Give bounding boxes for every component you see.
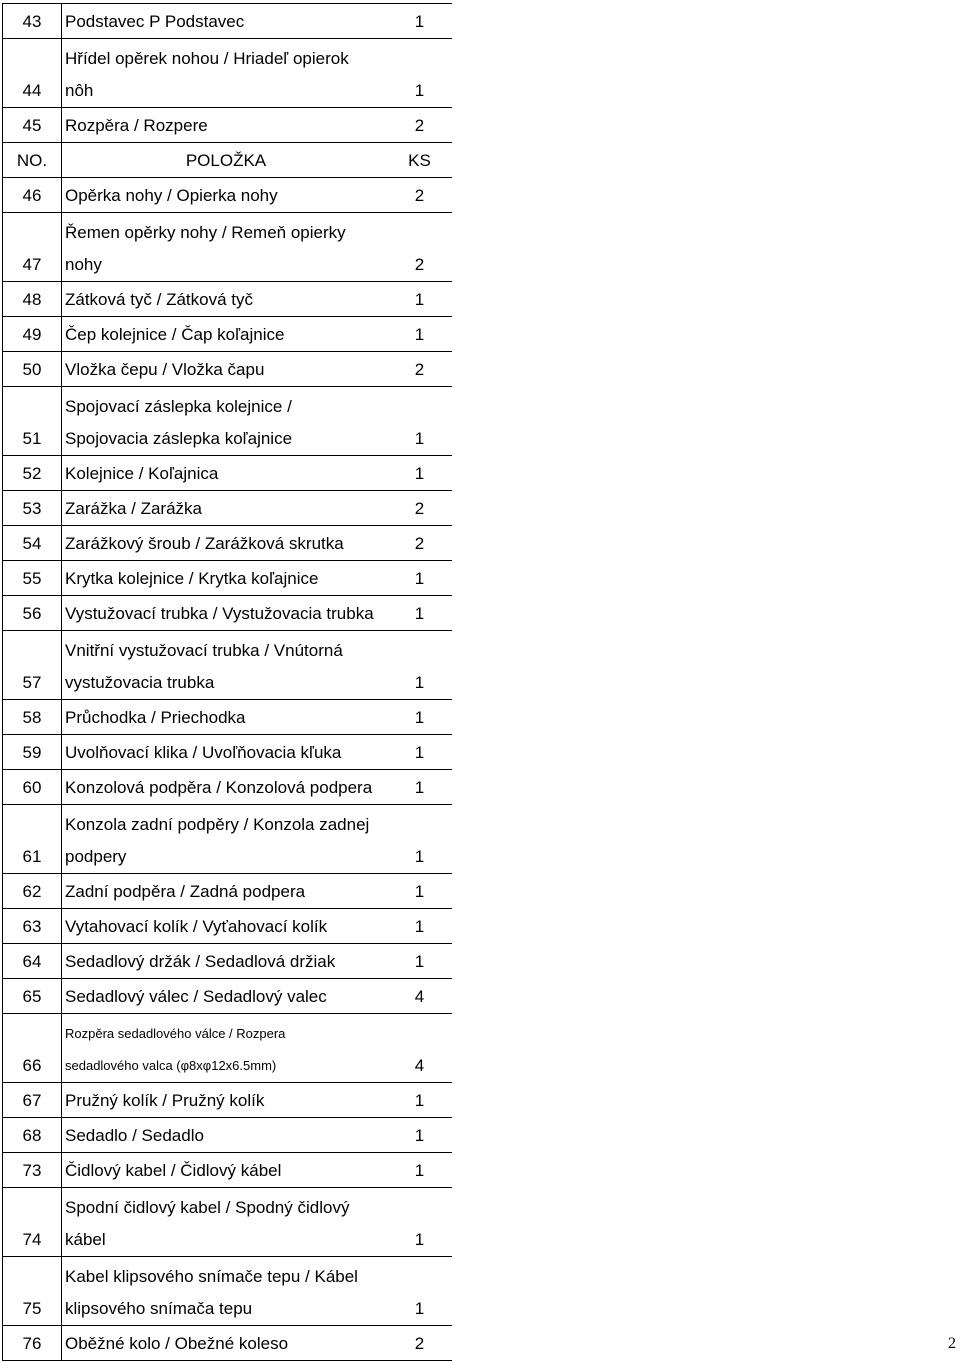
item-number: 57 <box>3 631 62 700</box>
item-quantity: 2 <box>414 360 425 379</box>
item-name <box>62 1153 388 1188</box>
item-name-line: Spodní čidlový kabel / Spodný čidlový <box>65 1198 350 1217</box>
item-name-line: Krytka kolejnice / Krytka koľajnice <box>65 569 319 588</box>
table-row <box>3 700 453 735</box>
item-quantity: 1 <box>414 708 425 727</box>
item-name <box>62 213 388 282</box>
item-number: 73 <box>3 1153 62 1188</box>
item-name-line: Kabel klipsového snímače tepu / Kábel <box>65 1267 358 1286</box>
item-name <box>62 1257 388 1326</box>
item-quantity: 4 <box>414 1056 425 1075</box>
item-name <box>62 735 388 770</box>
item-name-line: Uvolňovací klika / Uvoľňovacia kľuka <box>65 743 342 762</box>
item-name-line: Konzolová podpěra / Konzolová podpera <box>65 778 373 797</box>
item-name <box>62 944 388 979</box>
page-number: 2 <box>948 1335 956 1352</box>
item-name <box>62 456 388 491</box>
item-number: 62 <box>3 874 62 909</box>
item-quantity: 1 <box>414 569 425 588</box>
item-quantity: 1 <box>414 464 425 483</box>
item-quantity: 1 <box>414 429 425 448</box>
item-name-line: Zátková tyč / Zátková tyč <box>65 290 254 309</box>
item-name <box>62 108 388 143</box>
table-row <box>3 1153 453 1188</box>
item-quantity: 1 <box>414 1230 425 1249</box>
table-row <box>3 178 453 213</box>
table-row <box>3 456 453 491</box>
table-header-row <box>3 143 453 178</box>
item-number: 52 <box>3 456 62 491</box>
item-name <box>62 1118 388 1153</box>
item-name-line: Konzola zadní podpěry / Konzola zadnej <box>65 815 370 834</box>
item-number: 64 <box>3 944 62 979</box>
table-row <box>3 1257 453 1326</box>
table-row <box>3 491 453 526</box>
item-name-line: Pružný kolík / Pružný kolík <box>65 1091 265 1110</box>
item-name-line: Čidlový kabel / Čidlový kábel <box>65 1161 282 1180</box>
item-name <box>62 561 388 596</box>
item-name-line: Zarážka / Zarážka <box>65 499 202 518</box>
item-name-line: Oběžné kolo / Obežné koleso <box>65 1334 289 1353</box>
item-name-line: Zadní podpěra / Zadná podpera <box>65 882 306 901</box>
item-number: 47 <box>3 213 62 282</box>
item-name <box>62 39 388 108</box>
item-quantity: 1 <box>414 778 425 797</box>
item-quantity: 1 <box>414 1091 425 1110</box>
item-name <box>62 282 388 317</box>
item-quantity: 1 <box>414 325 425 344</box>
item-name-line: Čep kolejnice / Čap koľajnice <box>65 325 285 344</box>
table-row <box>3 631 453 700</box>
table-row <box>3 1188 453 1257</box>
item-name <box>62 387 388 456</box>
header-item <box>62 143 388 178</box>
table-row <box>3 874 453 909</box>
table-row <box>3 805 453 874</box>
parts-table-body <box>3 4 453 1361</box>
table-row <box>3 108 453 143</box>
item-quantity: 4 <box>414 987 425 1006</box>
item-quantity: 1 <box>414 917 425 936</box>
item-number: 48 <box>3 282 62 317</box>
item-name-line: klipsového snímača tepu <box>65 1299 253 1318</box>
item-number: 67 <box>3 1083 62 1118</box>
table-row <box>3 979 453 1014</box>
item-name-line: vystužovacia trubka <box>65 673 215 692</box>
item-quantity: 1 <box>414 1126 425 1145</box>
item-name <box>62 631 388 700</box>
item-name-line: Podstavec P Podstavec <box>65 12 245 31</box>
item-number: 63 <box>3 909 62 944</box>
item-name <box>62 596 388 631</box>
item-number: 65 <box>3 979 62 1014</box>
item-number: 61 <box>3 805 62 874</box>
item-name-line: Zarážkový šroub / Zarážková skrutka <box>65 534 344 553</box>
item-name <box>62 317 388 352</box>
item-number: 45 <box>3 108 62 143</box>
item-name-line: Řemen opěrky nohy / Remeň opierky <box>65 223 346 242</box>
table-row <box>3 735 453 770</box>
header-no: NO. <box>3 143 62 178</box>
item-name-line: Sedadlo / Sedadlo <box>65 1126 204 1145</box>
table-row <box>3 1083 453 1118</box>
item-name <box>62 4 388 39</box>
item-name <box>62 352 388 387</box>
table-row <box>3 596 453 631</box>
table-row <box>3 526 453 561</box>
item-name <box>62 979 388 1014</box>
item-name <box>62 874 388 909</box>
item-quantity: 1 <box>414 882 425 901</box>
item-number: 54 <box>3 526 62 561</box>
item-name-line: Sedadlový držák / Sedadlová držiak <box>65 952 336 971</box>
item-number: 43 <box>3 4 62 39</box>
item-number: 55 <box>3 561 62 596</box>
table-row <box>3 352 453 387</box>
item-number: 50 <box>3 352 62 387</box>
item-quantity: 2 <box>414 116 425 135</box>
item-name-line: Vystužovací trubka / Vystužovacia trubka <box>65 604 374 623</box>
parts-table <box>2 3 452 1361</box>
item-number: 44 <box>3 39 62 108</box>
item-quantity: 1 <box>414 743 425 762</box>
item-number: 68 <box>3 1118 62 1153</box>
item-name-line: Spojovacia záslepka koľajnice <box>65 429 293 448</box>
item-name <box>62 1083 388 1118</box>
item-quantity: 2 <box>414 1334 425 1353</box>
table-row <box>3 1326 453 1361</box>
item-name <box>62 491 388 526</box>
item-name <box>62 805 388 874</box>
item-name-line: kábel <box>65 1230 106 1249</box>
item-name-line: Opěrka nohy / Opierka nohy <box>65 186 278 205</box>
table-row <box>3 213 453 282</box>
item-name-line: podpery <box>65 847 127 866</box>
item-name-line: Rozpěra sedadlového válce / Rozpera <box>65 1026 286 1041</box>
item-quantity: 2 <box>414 499 425 518</box>
item-name-line: Vložka čepu / Vložka čapu <box>65 360 265 379</box>
item-number: 56 <box>3 596 62 631</box>
item-quantity: 2 <box>414 534 425 553</box>
item-name-line: Sedadlový válec / Sedadlový valec <box>65 987 327 1006</box>
table-row <box>3 4 453 39</box>
item-quantity: 1 <box>414 290 425 309</box>
item-number: 53 <box>3 491 62 526</box>
item-name-line: POLOŽKA <box>185 151 267 170</box>
item-name-line: Spojovací záslepka kolejnice / <box>65 397 292 416</box>
item-number: 74 <box>3 1188 62 1257</box>
item-quantity: 1 <box>414 673 425 692</box>
table-row <box>3 1014 453 1083</box>
item-quantity: 1 <box>414 847 425 866</box>
item-name-line: sedadlového valca (φ8xφ12x6.5mm) <box>65 1058 277 1073</box>
item-name <box>62 1014 388 1083</box>
table-row <box>3 39 453 108</box>
item-name-line: Hřídel opěrek nohou / Hriadeľ opierok <box>65 49 349 68</box>
item-number: 46 <box>3 178 62 213</box>
item-name-line: nôh <box>65 81 94 100</box>
table-row <box>3 770 453 805</box>
table-row <box>3 387 453 456</box>
item-number: 76 <box>3 1326 62 1361</box>
item-name <box>62 1188 388 1257</box>
item-name <box>62 178 388 213</box>
header-qty: KS <box>408 151 431 170</box>
item-number: 49 <box>3 317 62 352</box>
item-name <box>62 1326 388 1361</box>
item-quantity: 1 <box>414 952 425 971</box>
table-row <box>3 561 453 596</box>
item-name-line: Průchodka / Priechodka <box>65 708 246 727</box>
item-number: 75 <box>3 1257 62 1326</box>
item-name-line: nohy <box>65 255 102 274</box>
item-name <box>62 909 388 944</box>
item-name-line: Rozpěra / Rozpere <box>65 116 208 135</box>
item-name <box>62 526 388 561</box>
item-quantity: 1 <box>414 1299 425 1318</box>
item-quantity: 1 <box>414 81 425 100</box>
item-number: 59 <box>3 735 62 770</box>
item-name <box>62 700 388 735</box>
item-name-line: Vytahovací kolík / Vyťahovací kolík <box>65 917 328 936</box>
item-number: 58 <box>3 700 62 735</box>
item-quantity: 1 <box>414 604 425 623</box>
item-name <box>62 770 388 805</box>
table-row <box>3 317 453 352</box>
item-number: 51 <box>3 387 62 456</box>
table-row <box>3 909 453 944</box>
item-name-line: Vnitřní vystužovací trubka / Vnútorná <box>65 641 343 660</box>
item-number: 60 <box>3 770 62 805</box>
item-quantity: 2 <box>414 186 425 205</box>
item-quantity: 1 <box>414 1161 425 1180</box>
table-row <box>3 282 453 317</box>
item-quantity: 2 <box>414 255 425 274</box>
table-row <box>3 944 453 979</box>
table-row <box>3 1118 453 1153</box>
item-number: 66 <box>3 1014 62 1083</box>
item-name-line: Kolejnice / Koľajnica <box>65 464 219 483</box>
item-quantity: 1 <box>414 12 425 31</box>
